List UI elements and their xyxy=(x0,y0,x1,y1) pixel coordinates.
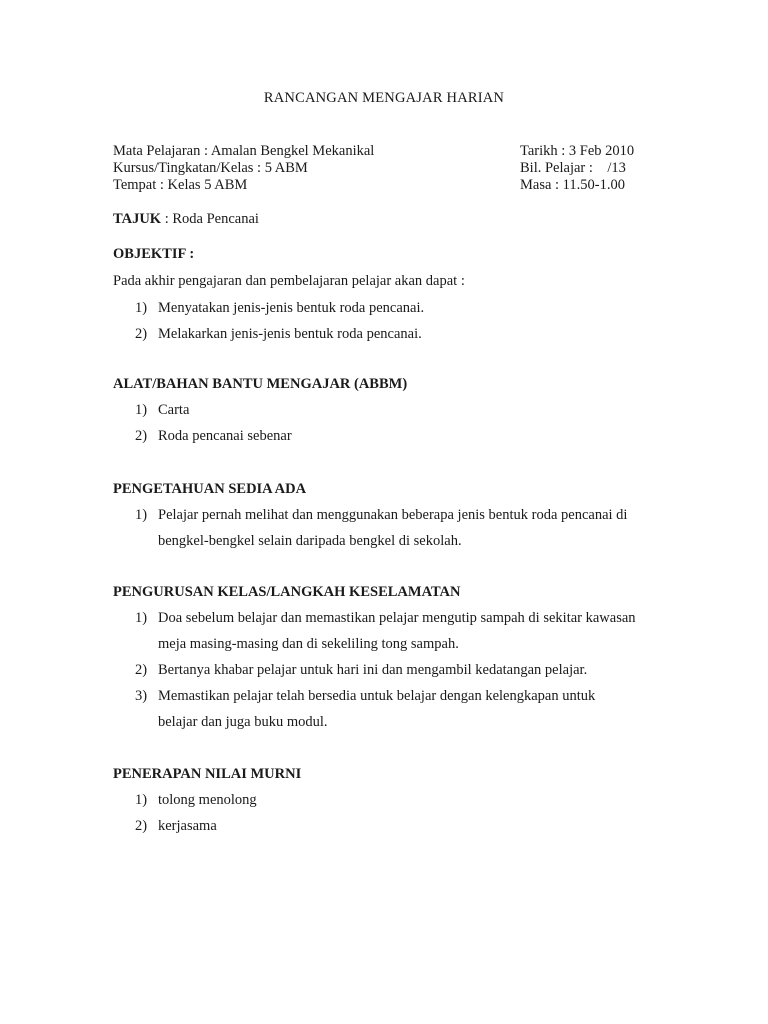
abbm-heading: ALAT/BAHAN BANTU MENGAJAR (ABBM) xyxy=(113,376,408,392)
nilai-list xyxy=(113,787,673,839)
list-item-number: 2) xyxy=(135,428,148,444)
list-item-text: Roda pencanai sebenar xyxy=(158,428,292,444)
list-item-text: Melakarkan jenis-jenis bentuk roda pencanai. xyxy=(158,326,422,342)
meta-class: Kursus/Tingkatan/Kelas : 5 ABM xyxy=(113,160,308,176)
objektif-list xyxy=(113,295,673,347)
meta-left-block xyxy=(113,143,374,194)
list-item-number: 2) xyxy=(135,326,148,342)
list-item-number: 1) xyxy=(135,402,148,418)
list-item-text: Carta xyxy=(158,402,190,418)
meta-time: Masa : 11.50-1.00 xyxy=(520,177,625,193)
list-item-text: kerjasama xyxy=(158,818,217,834)
objektif-intro: Pada akhir pengajaran dan pembelajaran pelajar akan dapat : xyxy=(113,273,465,289)
pengurusan-heading: PENGURUSAN KELAS/LANGKAH KESELAMATAN xyxy=(113,584,461,600)
list-item-number: 1) xyxy=(135,507,148,523)
document-title: RANCANGAN MENGAJAR HARIAN xyxy=(263,90,505,106)
list-item-line: belajar dan juga buku modul. xyxy=(158,714,328,730)
list-item xyxy=(113,502,673,554)
meta-right-block xyxy=(520,143,634,194)
list-item xyxy=(113,787,673,813)
list-item xyxy=(113,295,673,321)
list-item-number: 1) xyxy=(135,610,148,626)
nilai-heading: PENERAPAN NILAI MURNI xyxy=(113,766,302,782)
meta-place: Tempat : Kelas 5 ABM xyxy=(113,177,248,193)
meta-date: Tarikh : 3 Feb 2010 xyxy=(520,143,635,159)
objektif-heading: OBJEKTIF : xyxy=(113,246,195,262)
list-item xyxy=(113,813,673,839)
meta-subject: Mata Pelajaran : Amalan Bengkel Mekanikal xyxy=(113,143,375,159)
pengetahuan-list xyxy=(113,502,673,554)
list-item xyxy=(113,605,673,657)
list-item xyxy=(113,657,673,683)
list-item xyxy=(113,683,673,735)
list-item-number: 2) xyxy=(135,662,148,678)
tajuk-value: : Roda Pencanai xyxy=(161,211,259,227)
list-item-text: Menyatakan jenis-jenis bentuk roda pencanai. xyxy=(158,300,425,316)
list-item xyxy=(113,397,673,423)
list-item-number: 1) xyxy=(135,792,148,808)
tajuk-line xyxy=(113,211,259,228)
meta-student-count: Bil. Pelajar : /13 xyxy=(520,160,626,176)
tajuk-label: TAJUK xyxy=(113,211,162,227)
list-item xyxy=(113,423,673,449)
list-item xyxy=(113,321,673,347)
list-item-line: Bertanya khabar pelajar untuk hari ini dan mengambil kedatangan pelajar. xyxy=(158,662,588,678)
list-item-number: 1) xyxy=(135,300,148,316)
pengurusan-list xyxy=(113,605,673,735)
pengetahuan-heading: PENGETAHUAN SEDIA ADA xyxy=(113,481,307,497)
list-item-line: Pelajar pernah melihat dan menggunakan beberapa jenis bentuk roda pencanai di xyxy=(158,507,628,523)
list-item-line: bengkel-bengkel selain daripada bengkel di sekolah. xyxy=(158,533,462,549)
list-item-number: 2) xyxy=(135,818,148,834)
list-item-line: Doa sebelum belajar dan memastikan pelajar mengutip sampah di sekitar kawasan xyxy=(158,610,636,626)
list-item-line: Memastikan pelajar telah bersedia untuk belajar dengan kelengkapan untuk xyxy=(158,688,596,704)
list-item-number: 3) xyxy=(135,688,148,704)
list-item-line: meja masing-masing dan di sekeliling tong sampah. xyxy=(158,636,459,652)
abbm-list xyxy=(113,397,673,449)
list-item-text: tolong menolong xyxy=(158,792,257,808)
